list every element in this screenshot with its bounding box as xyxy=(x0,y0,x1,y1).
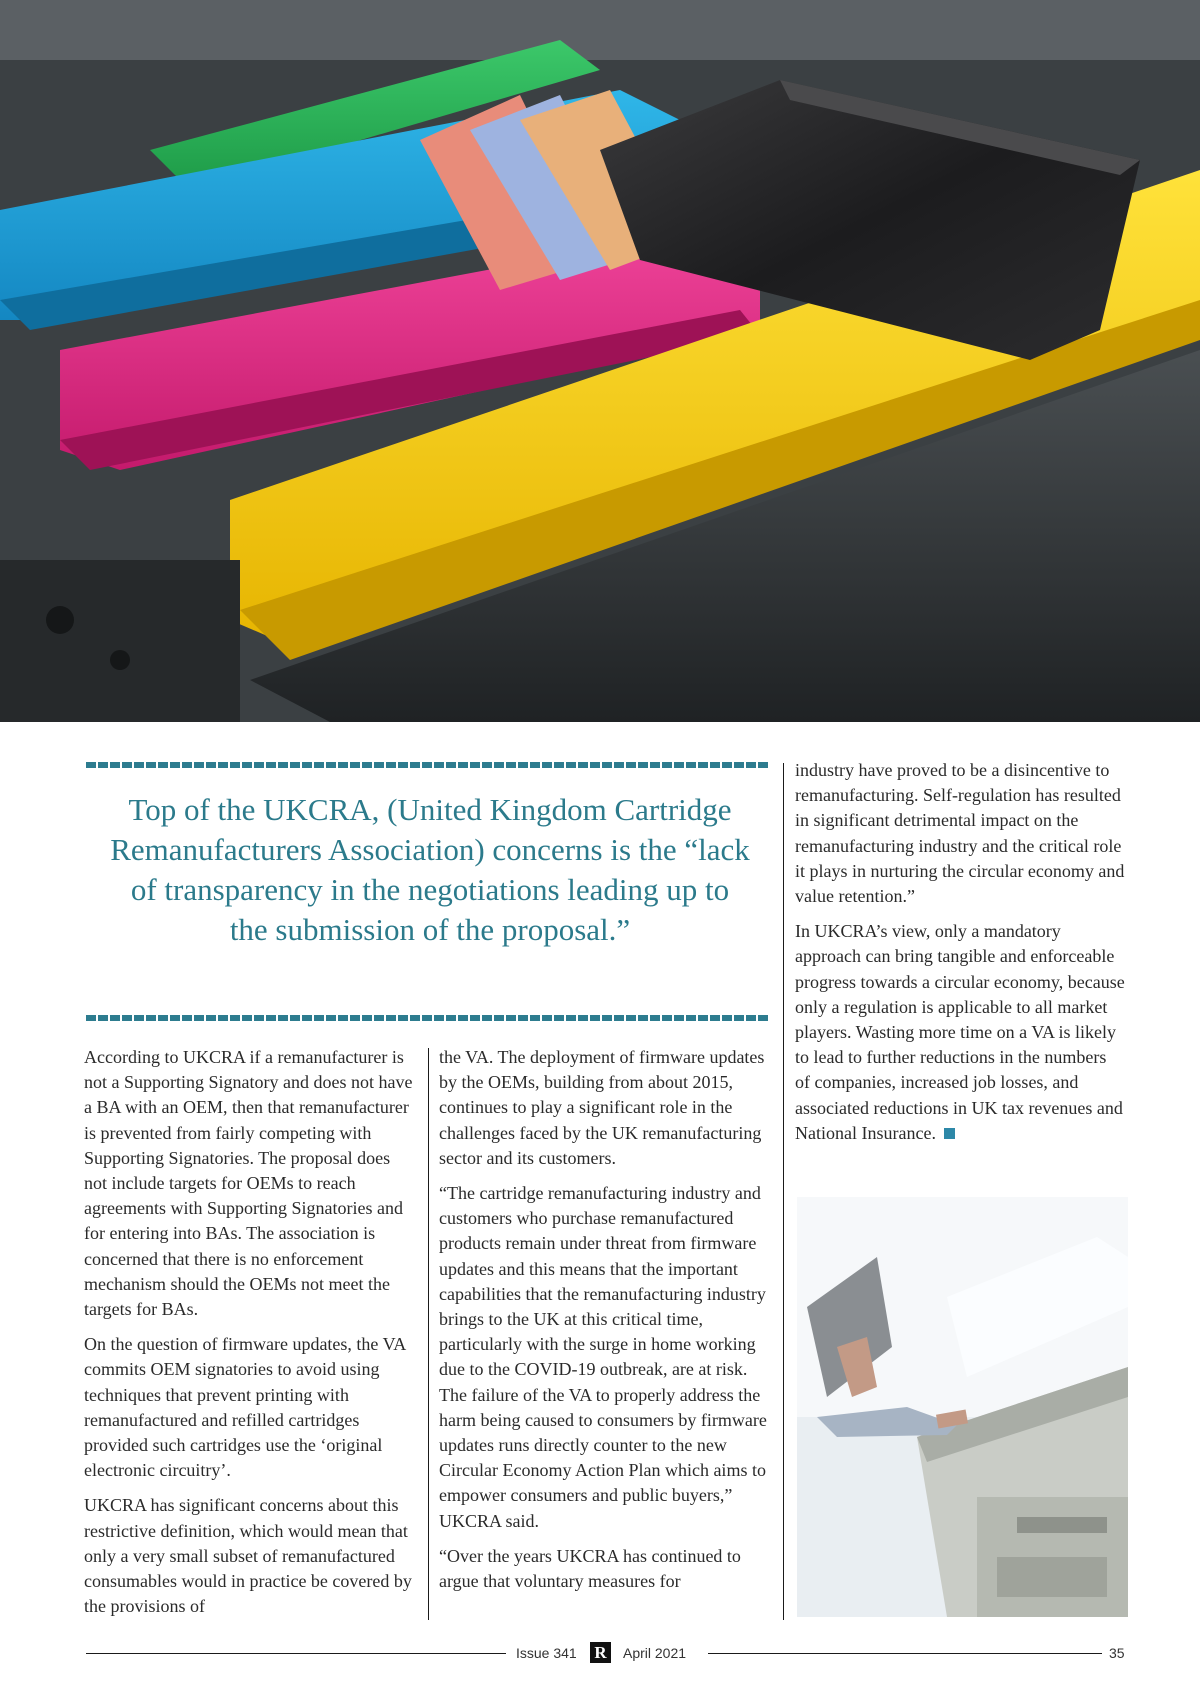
paragraph: “The cartridge remanufacturing industry and customers who purchase remanufactured products remain under threat from firmware updates and this means that the important capabilities that the remanufacturing industry brings to the UK at this critical time, particularly with the surge in home working due to the COVID-19 outbreak, are at risk. The failure of the VA to properly address the harm being caused to consumers by firmware updates runs directly counter to the new Circular Economy Action Plan which aims to empower consumers and public buyers,” UKCRA said. xyxy=(439,1183,767,1531)
pullquote-bottom-rule xyxy=(86,1015,770,1021)
paragraph: UKCRA has significant concerns about this restrictive definition, which would mean that only a very small subset of remanufactured consumables would in practice be covered by the provisions of xyxy=(84,1495,412,1617)
article-column-3 xyxy=(795,758,1125,1156)
hero-photo xyxy=(0,0,1200,722)
paragraph: the VA. The deployment of firmware updates by the OEMs, building from about 2015, continues to play a significant role in the challenges faced by the UK remanufacturing sector and its customers. xyxy=(439,1047,765,1168)
pullquote-top-rule xyxy=(86,762,770,768)
inset-photo-illustration xyxy=(797,1197,1128,1617)
column-divider xyxy=(428,1048,429,1620)
paragraph: According to UKCRA if a remanufacturer is not a Supporting Signatory and does not have a BA with an OEM, then that remanufacturer is prevented from fairly competing with Supporting Signatories. The proposal does not include targets for OEMs to reach agreements with Supporting Signatories and for entering into BAs. The association is concerned that there is no enforcement mechanism should the OEMs not meet the targets for BAs. xyxy=(84,1047,413,1320)
footer-date: April 2021 xyxy=(623,1645,687,1661)
end-of-article-mark xyxy=(944,1128,955,1139)
paragraph xyxy=(795,919,1125,1146)
footer-issue: Issue 341 xyxy=(516,1645,577,1661)
page-number: 35 xyxy=(1109,1645,1125,1661)
inset-photo xyxy=(797,1197,1128,1617)
article-column-1 xyxy=(84,1045,416,1629)
paragraph: On the question of firmware updates, the VA commits OEM signatories to avoid using techniques that prevent printing with remanufactured and refilled cartridges provided such cartridges use the ‘original electronic circuitry’. xyxy=(84,1334,406,1481)
publication-logo: R xyxy=(590,1642,611,1663)
paragraph: “Over the years UKCRA has continued to argue that voluntary measures for xyxy=(439,1545,741,1592)
hero-photo-illustration xyxy=(0,0,1200,722)
pull-quote: Top of the UKCRA, (United Kingdom Cartridge Remanufacturers Association) concerns is the “lack of transparency in the negotiations leading up to the submission of the proposal.” xyxy=(110,792,750,947)
article-column-2 xyxy=(439,1045,769,1604)
paragraph-text: In UKCRA’s view, only a mandatory approach can bring tangible and enforceable progress towards a circular economy, because only a regulation is applicable to all market players. Wasting more time on a VA is likely to lead to further reductions in the numbers of companies, increased job losses, and associated reductions in UK tax revenues and National Insurance. xyxy=(795,921,1125,1143)
column-divider xyxy=(783,763,784,1620)
footer-rule-left xyxy=(86,1653,506,1654)
footer-rule-right xyxy=(708,1653,1102,1654)
paragraph: industry have proved to be a disincentive to remanufacturing. Self-regulation has resulted in significant detrimental impact on the remanufacturing industry and the critical role it plays in nurturing the circular economy and value retention.” xyxy=(795,760,1125,907)
